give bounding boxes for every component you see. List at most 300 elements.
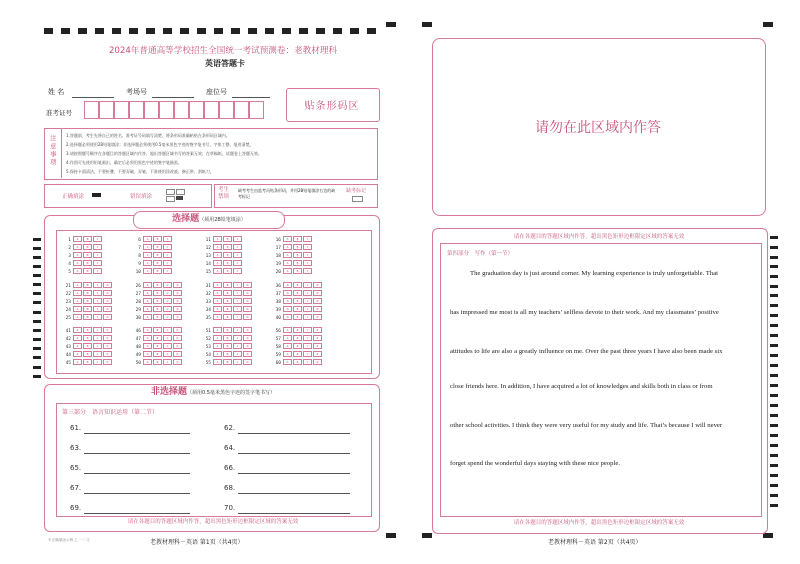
answer-bubble[interactable]: D (313, 343, 322, 349)
question-number: 15 (205, 269, 211, 275)
answer-bubble[interactable]: D (243, 327, 252, 333)
question-row (62, 343, 113, 350)
question-number: 16 (275, 237, 281, 243)
answer-bubble[interactable]: D (243, 359, 252, 365)
question-row (202, 244, 243, 251)
question-row (62, 260, 103, 267)
answer-bubble[interactable]: B (223, 314, 232, 320)
answer-bubble[interactable]: A (283, 244, 292, 250)
answer-bubble[interactable]: D (313, 298, 322, 304)
answer-line[interactable] (238, 464, 350, 474)
answer-bubble[interactable]: B (83, 282, 92, 288)
answer-bubble[interactable]: D (173, 290, 182, 296)
timing-mark (33, 292, 41, 295)
answer-bubble[interactable]: C (163, 335, 172, 341)
answer-bubble[interactable]: C (163, 268, 172, 274)
answer-bubble[interactable]: B (83, 290, 92, 296)
answer-bubble[interactable]: D (173, 282, 182, 288)
exam-id-digit-box[interactable] (219, 101, 234, 119)
answer-bubble[interactable]: B (223, 282, 232, 288)
answer-bubble[interactable]: B (293, 351, 302, 357)
answer-bubble[interactable]: B (153, 290, 162, 296)
answer-bubble[interactable]: B (293, 327, 302, 333)
question-row (62, 236, 103, 243)
seat-field[interactable] (232, 88, 270, 98)
answer-bubble[interactable]: A (73, 282, 82, 288)
answer-bubble[interactable]: B (153, 282, 162, 288)
answer-bubble[interactable]: C (303, 359, 312, 365)
answer-bubble[interactable]: B (83, 306, 92, 312)
answer-bubble[interactable]: D (173, 335, 182, 341)
answer-bubble[interactable]: C (93, 335, 102, 341)
question-number: 50 (135, 360, 141, 366)
answer-bubble[interactable]: C (163, 351, 172, 357)
answer-bubble[interactable]: B (83, 298, 92, 304)
answer-bubble[interactable]: D (173, 343, 182, 349)
answer-bubble[interactable]: C (233, 359, 242, 365)
notice-text (66, 131, 372, 176)
answer-bubble[interactable]: C (163, 260, 172, 266)
answer-line[interactable] (238, 444, 350, 454)
answer-bubble[interactable]: B (83, 268, 92, 274)
answer-bubble[interactable]: B (153, 335, 162, 341)
answer-bubble[interactable]: C (233, 335, 242, 341)
absent-mark-box[interactable] (352, 196, 363, 202)
answer-bubble[interactable]: A (73, 260, 82, 266)
answer-bubble[interactable]: C (303, 282, 312, 288)
answer-bubble[interactable]: C (93, 359, 102, 365)
question-number: 10 (135, 269, 141, 275)
answer-bubble[interactable]: C (303, 351, 312, 357)
answer-bubble[interactable]: D (103, 290, 112, 296)
answer-line[interactable] (238, 484, 350, 494)
question-row (132, 306, 183, 313)
answer-bubble[interactable]: B (153, 268, 162, 274)
answer-bubble[interactable]: D (243, 298, 252, 304)
answer-bubble[interactable]: A (213, 290, 222, 296)
question-row (272, 282, 323, 289)
answer-bubble[interactable]: C (163, 236, 172, 242)
answer-bubble[interactable]: C (233, 260, 242, 266)
absent-mark-label: 缺考标记 (346, 188, 367, 194)
answer-bubble[interactable]: C (233, 306, 242, 312)
answer-bubble[interactable]: B (293, 335, 302, 341)
question-row (202, 260, 243, 267)
answer-bubble[interactable]: C (303, 268, 312, 274)
answer-bubble[interactable]: A (73, 359, 82, 365)
answer-bubble[interactable]: A (143, 298, 152, 304)
answer-bubble[interactable]: A (73, 236, 82, 242)
answer-bubble[interactable]: B (223, 290, 232, 296)
answer-bubble[interactable]: A (73, 244, 82, 250)
answer-bubble[interactable]: C (233, 327, 242, 333)
left-footer-small: ©正确填涂示例 乙 一二叉 (48, 538, 90, 542)
exam-id-digit-box[interactable] (234, 101, 249, 119)
timing-mark (33, 375, 41, 378)
answer-bubble[interactable]: A (213, 351, 222, 357)
answer-bubble[interactable]: D (173, 306, 182, 312)
answer-bubble[interactable]: A (283, 236, 292, 242)
answer-bubble[interactable]: A (73, 290, 82, 296)
answer-bubble[interactable]: C (303, 314, 312, 320)
answer-bubble[interactable]: D (103, 359, 112, 365)
answer-bubble[interactable]: A (283, 351, 292, 357)
answer-bubble[interactable]: A (73, 327, 82, 333)
answer-bubble[interactable]: B (293, 236, 302, 242)
answer-bubble[interactable]: A (213, 298, 222, 304)
answer-bubble[interactable]: C (93, 327, 102, 333)
answer-line[interactable] (84, 424, 190, 434)
answer-bubble[interactable]: B (293, 244, 302, 250)
question-number: 33 (205, 299, 211, 305)
answer-bubble[interactable]: A (283, 268, 292, 274)
answer-bubble[interactable]: B (83, 343, 92, 349)
answer-bubble[interactable]: A (283, 298, 292, 304)
answer-bubble[interactable]: B (153, 351, 162, 357)
answer-bubble[interactable]: A (143, 343, 152, 349)
answer-bubble[interactable]: D (313, 306, 322, 312)
answer-bubble[interactable]: D (243, 343, 252, 349)
answer-bubble[interactable]: B (83, 244, 92, 250)
answer-bubble[interactable]: B (153, 314, 162, 320)
answer-bubble[interactable]: D (243, 306, 252, 312)
answer-bubble[interactable]: B (153, 260, 162, 266)
answer-bubble[interactable]: B (293, 306, 302, 312)
nonchoice-note: （须用0.5毫米黑色字迹的签字笔书写） (187, 390, 275, 396)
answer-bubble[interactable]: D (243, 282, 252, 288)
right-top-warning: 请在各题目的答题区域内作答，超出黑色矩形边框限定区域的答案无效 (513, 234, 685, 240)
answer-bubble[interactable]: C (163, 359, 172, 365)
answer-bubble[interactable]: B (223, 298, 232, 304)
exam-id-boxes[interactable] (84, 101, 264, 119)
answer-bubble[interactable]: A (143, 236, 152, 242)
answer-bubble[interactable]: D (173, 351, 182, 357)
exam-id-digit-box[interactable] (174, 101, 189, 119)
answer-bubble[interactable]: B (153, 327, 162, 333)
question-row (132, 314, 183, 321)
answer-bubble[interactable]: D (313, 359, 322, 365)
answer-bubble[interactable]: C (163, 306, 172, 312)
question-number: 38 (275, 299, 281, 305)
timing-mark (770, 444, 778, 447)
answer-bubble[interactable]: D (243, 314, 252, 320)
answer-bubble[interactable]: B (293, 298, 302, 304)
answer-bubble[interactable]: D (313, 327, 322, 333)
answer-bubble[interactable]: A (143, 327, 152, 333)
answer-bubble[interactable]: C (303, 343, 312, 349)
answer-bubble[interactable]: A (283, 327, 292, 333)
answer-bubble[interactable]: D (243, 351, 252, 357)
answer-bubble[interactable]: C (93, 343, 102, 349)
answer-bubble[interactable]: D (173, 314, 182, 320)
answer-bubble[interactable]: A (143, 314, 152, 320)
answer-line[interactable] (238, 504, 350, 514)
seat-label: 座位号 (206, 88, 227, 96)
answer-bubble[interactable]: C (93, 351, 102, 357)
answer-bubble[interactable]: A (213, 236, 222, 242)
answer-bubble[interactable]: B (153, 252, 162, 258)
answer-bubble[interactable]: C (163, 282, 172, 288)
answer-bubble[interactable]: B (83, 260, 92, 266)
question-number: 9 (138, 261, 141, 267)
answer-bubble[interactable]: C (93, 260, 102, 266)
answer-bubble[interactable]: D (103, 335, 112, 341)
answer-bubble[interactable]: B (223, 343, 232, 349)
timing-mark (770, 494, 778, 497)
answer-number: 62. (224, 424, 236, 432)
question-row (202, 298, 253, 305)
answer-bubble[interactable]: A (73, 298, 82, 304)
answer-bubble[interactable]: A (73, 351, 82, 357)
answer-bubble[interactable]: B (293, 260, 302, 266)
answer-bubble[interactable]: A (143, 244, 152, 250)
answer-bubble[interactable]: D (313, 335, 322, 341)
answer-bubble[interactable]: D (103, 282, 112, 288)
question-row (62, 298, 113, 305)
answer-bubble[interactable]: B (223, 359, 232, 365)
answer-bubble[interactable]: C (303, 298, 312, 304)
answer-line[interactable] (238, 424, 350, 434)
answer-bubble[interactable]: D (103, 343, 112, 349)
question-number: 36 (275, 283, 281, 289)
answer-bubble[interactable]: D (103, 314, 112, 320)
answer-bubble[interactable]: B (153, 359, 162, 365)
answer-bubble[interactable]: A (283, 260, 292, 266)
no-write-text: 请勿在此区域内作答 (535, 120, 661, 136)
timing-mark (770, 304, 778, 307)
answer-bubble[interactable]: B (293, 252, 302, 258)
timing-mark (770, 484, 778, 487)
question-number: 4 (68, 261, 71, 267)
answer-bubble[interactable]: D (103, 306, 112, 312)
answer-bubble[interactable]: B (83, 351, 92, 357)
answer-bubble[interactable]: A (283, 306, 292, 312)
answer-bubble[interactable]: B (293, 359, 302, 365)
answer-bubble[interactable]: C (163, 244, 172, 250)
answer-bubble[interactable]: A (283, 343, 292, 349)
answer-bubble[interactable]: C (233, 252, 242, 258)
answer-bubble[interactable]: A (213, 343, 222, 349)
question-row (202, 290, 253, 297)
exam-id-digit-box[interactable] (189, 101, 204, 119)
question-row (272, 335, 323, 342)
answer-bubble[interactable]: B (223, 335, 232, 341)
answer-bubble[interactable]: A (143, 290, 152, 296)
answer-line[interactable] (84, 444, 190, 454)
answer-bubble[interactable]: A (73, 314, 82, 320)
answer-bubble[interactable]: C (303, 244, 312, 250)
answer-bubble[interactable]: D (313, 290, 322, 296)
answer-bubble[interactable]: A (213, 268, 222, 274)
answer-bubble[interactable]: B (83, 359, 92, 365)
answer-bubble[interactable]: A (213, 359, 222, 365)
answer-bubble[interactable]: C (93, 252, 102, 258)
answer-bubble[interactable]: C (233, 236, 242, 242)
answer-bubble[interactable]: B (293, 314, 302, 320)
answer-bubble[interactable]: B (83, 327, 92, 333)
answer-bubble[interactable]: A (73, 306, 82, 312)
answer-bubble[interactable]: A (283, 359, 292, 365)
answer-bubble[interactable]: A (143, 268, 152, 274)
choice-title: 选择题 (172, 214, 200, 224)
answer-bubble[interactable]: C (233, 298, 242, 304)
answer-bubble[interactable]: B (83, 314, 92, 320)
answer-bubble[interactable]: B (153, 236, 162, 242)
answer-bubble[interactable]: D (243, 290, 252, 296)
answer-number: 68. (224, 484, 236, 492)
answer-bubble[interactable]: C (233, 314, 242, 320)
answer-bubble[interactable]: C (233, 351, 242, 357)
answer-bubble[interactable]: A (213, 327, 222, 333)
answer-bubble[interactable]: B (223, 252, 232, 258)
exam-id-digit-box[interactable] (99, 101, 114, 119)
answer-bubble[interactable]: C (233, 282, 242, 288)
answer-bubble[interactable]: B (153, 298, 162, 304)
answer-bubble[interactable]: A (143, 335, 152, 341)
answer-bubble[interactable]: A (73, 335, 82, 341)
answer-bubble[interactable]: A (283, 252, 292, 258)
answer-bubble[interactable]: B (223, 327, 232, 333)
answer-bubble[interactable]: A (143, 351, 152, 357)
question-number: 12 (205, 245, 211, 251)
answer-bubble[interactable]: B (293, 268, 302, 274)
answer-bubble[interactable]: C (303, 335, 312, 341)
answer-bubble[interactable]: C (93, 306, 102, 312)
answer-bubble[interactable]: C (93, 268, 102, 274)
answer-line[interactable] (84, 464, 190, 474)
answer-bubble[interactable]: C (233, 268, 242, 274)
answer-bubble[interactable]: B (223, 260, 232, 266)
exam-id-digit-box[interactable] (144, 101, 159, 119)
room-field[interactable] (152, 88, 194, 98)
answer-bubble[interactable]: D (173, 327, 182, 333)
answer-bubble[interactable]: D (173, 298, 182, 304)
answer-bubble[interactable]: C (163, 327, 172, 333)
answer-bubble[interactable]: A (213, 306, 222, 312)
answer-bubble[interactable]: D (313, 282, 322, 288)
answer-bubble[interactable]: C (233, 244, 242, 250)
answer-bubble[interactable]: A (283, 282, 292, 288)
answer-bubble[interactable]: B (223, 351, 232, 357)
answer-bubble[interactable]: A (213, 260, 222, 266)
question-row (132, 290, 183, 297)
exam-id-digit-box[interactable] (159, 101, 174, 119)
question-row (272, 290, 323, 297)
answer-bubble[interactable]: D (103, 327, 112, 333)
answer-bubble[interactable]: D (173, 359, 182, 365)
answer-bubble[interactable]: C (163, 314, 172, 320)
answer-bubble[interactable]: A (73, 252, 82, 258)
timing-mark (33, 274, 41, 277)
answer-bubble[interactable]: D (243, 335, 252, 341)
answer-bubble[interactable]: C (303, 260, 312, 266)
exam-id-digit-box[interactable] (249, 101, 264, 119)
answer-bubble[interactable]: A (213, 314, 222, 320)
answer-bubble[interactable]: C (233, 290, 242, 296)
answer-bubble[interactable]: C (303, 327, 312, 333)
answer-bubble[interactable]: C (233, 343, 242, 349)
answer-bubble[interactable]: D (103, 298, 112, 304)
exam-id-digit-box[interactable] (114, 101, 129, 119)
answer-bubble[interactable]: C (93, 244, 102, 250)
answer-bubble[interactable]: A (213, 244, 222, 250)
right-footer-warning: 请在各题目的答题区域内作答，超出黑色矩形边框限定区域的答案无效 (513, 520, 685, 526)
timing-mark (770, 344, 778, 347)
answer-bubble[interactable]: C (303, 290, 312, 296)
answer-bubble[interactable]: B (223, 268, 232, 274)
answer-bubble[interactable]: B (293, 290, 302, 296)
answer-bubble[interactable]: C (163, 252, 172, 258)
answer-bubble[interactable]: B (153, 244, 162, 250)
answer-bubble[interactable]: C (93, 290, 102, 296)
wrong-fill-marks (166, 187, 194, 203)
answer-bubble[interactable]: B (153, 343, 162, 349)
answer-bubble[interactable]: C (303, 236, 312, 242)
question-number: 41 (65, 328, 71, 334)
answer-line[interactable] (84, 504, 190, 514)
answer-bubble[interactable]: C (93, 282, 102, 288)
answer-bubble[interactable]: A (73, 343, 82, 349)
question-row (272, 343, 323, 350)
answer-bubble[interactable]: A (283, 314, 292, 320)
answer-number: 70. (224, 504, 236, 512)
answer-bubble[interactable]: B (153, 306, 162, 312)
answer-bubble[interactable]: B (223, 306, 232, 312)
answer-bubble[interactable]: A (283, 290, 292, 296)
left-footer-page: 老教材理科－英语 第1页（共4页） (150, 539, 244, 546)
answer-bubble[interactable]: D (313, 351, 322, 357)
exam-id-digit-box[interactable] (129, 101, 144, 119)
answer-bubble[interactable]: D (313, 314, 322, 320)
answer-bubble[interactable]: B (83, 252, 92, 258)
answer-bubble[interactable]: C (163, 290, 172, 296)
question-row (62, 306, 113, 313)
answer-bubble[interactable]: B (293, 343, 302, 349)
nonchoice-title: 非选择题 (151, 387, 188, 397)
answer-bubble[interactable]: A (143, 359, 152, 365)
question-number: 40 (275, 315, 281, 321)
name-field[interactable] (72, 88, 114, 98)
answer-bubble[interactable]: B (293, 282, 302, 288)
answer-bubble[interactable]: C (303, 252, 312, 258)
answer-bubble[interactable]: A (143, 260, 152, 266)
answer-bubble[interactable]: B (83, 335, 92, 341)
answer-bubble[interactable]: A (143, 252, 152, 258)
answer-bubble[interactable]: C (93, 298, 102, 304)
answer-bubble[interactable]: A (213, 282, 222, 288)
exam-title: 2024年普通高等学校招生全国统一考试预测卷：老教材理科 (108, 46, 338, 56)
answer-bubble[interactable]: B (83, 236, 92, 242)
answer-bubble[interactable]: C (163, 298, 172, 304)
answer-bubble[interactable]: A (73, 268, 82, 274)
answer-bubble[interactable]: A (283, 335, 292, 341)
answer-bubble[interactable]: C (93, 236, 102, 242)
answer-bubble[interactable]: A (213, 335, 222, 341)
answer-bubble[interactable]: B (223, 244, 232, 250)
answer-bubble[interactable]: B (223, 236, 232, 242)
answer-line[interactable] (84, 484, 190, 494)
answer-bubble[interactable]: C (93, 314, 102, 320)
exam-id-digit-box[interactable] (204, 101, 219, 119)
exam-id-digit-box[interactable] (84, 101, 99, 119)
question-number: 7 (138, 245, 141, 251)
answer-bubble[interactable]: C (303, 306, 312, 312)
answer-bubble[interactable]: D (103, 351, 112, 357)
answer-bubble[interactable]: A (213, 252, 222, 258)
answer-bubble[interactable]: A (143, 282, 152, 288)
answer-bubble[interactable]: C (163, 343, 172, 349)
answer-bubble[interactable]: A (143, 306, 152, 312)
